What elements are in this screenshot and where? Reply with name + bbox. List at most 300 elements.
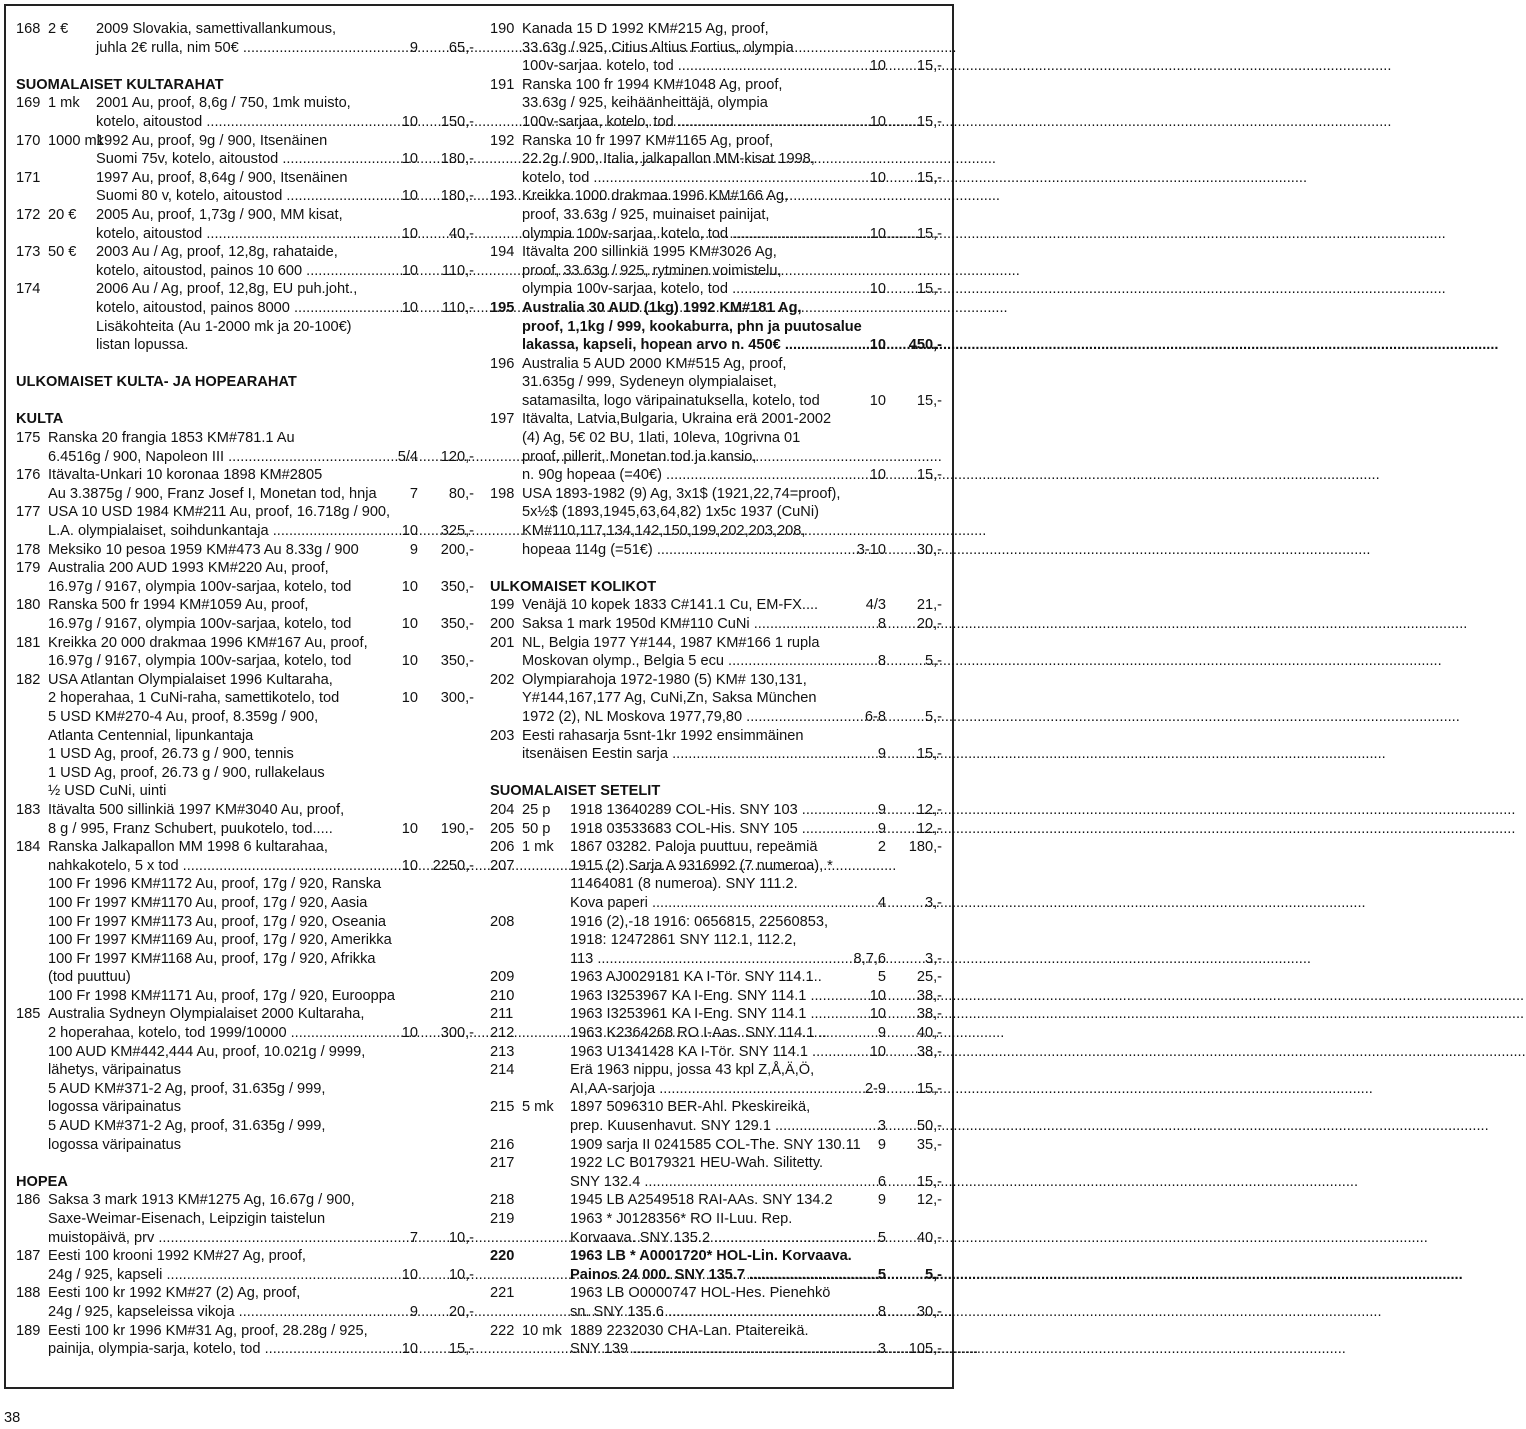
lot-number: 214 bbox=[490, 1062, 515, 1079]
condition-grade: 9 bbox=[409, 1303, 418, 1320]
lot-description: sn. SNY 135.6 ..... bbox=[570, 1303, 830, 1322]
lot-description: Saksa 3 mark 1913 KM#1275 Ag, 16.67g / 900, bbox=[48, 1192, 355, 1209]
lot-description: Kreikka 20 000 drakmaa 1996 KM#167 Au, proof, bbox=[48, 634, 368, 651]
lot-line bbox=[16, 1322, 474, 1341]
lot-description: 100 Fr 1997 KM#1169 Au, proof, 17g / 920, Amerikka bbox=[48, 932, 392, 949]
lot-description: Y#144,167,177 Ag, CuNi,Zn, Saksa München bbox=[522, 690, 817, 707]
condition-grade: 10 bbox=[401, 578, 418, 595]
lot-description: Itävalta 200 sillinkiä 1995 KM#3026 Ag, bbox=[522, 244, 777, 261]
lot-description: Ranska 20 frangia 1853 KM#781.1 Au bbox=[48, 430, 295, 447]
condition-grade: 10 bbox=[401, 523, 418, 540]
lot-line bbox=[16, 820, 474, 839]
lot-line bbox=[490, 1191, 942, 1210]
lot-number: 218 bbox=[490, 1192, 515, 1209]
lot-description: 1918: 12472861 SNY 112.1, 112.2, bbox=[570, 932, 797, 949]
lot-line bbox=[16, 1284, 474, 1303]
price: 2250,- bbox=[432, 857, 474, 874]
lot-description: 5 USD KM#270-4 Au, proof, 8.359g / 900, bbox=[48, 708, 319, 725]
price: 40,- bbox=[448, 225, 474, 242]
condition-grade: 9 bbox=[877, 820, 886, 837]
lot-description: SNY 139 ..... bbox=[570, 1340, 830, 1359]
lot-line bbox=[490, 1322, 942, 1341]
lot-description: 24g / 925, kapseleissa vikoja ..... bbox=[48, 1303, 372, 1322]
condition-grade: 10 bbox=[869, 987, 886, 1004]
lot-line bbox=[16, 764, 474, 783]
lot-line bbox=[490, 94, 942, 113]
lot-line bbox=[16, 1247, 474, 1266]
lot-line bbox=[16, 671, 474, 690]
price: 5,- bbox=[924, 653, 942, 670]
condition-grade: 10 bbox=[401, 653, 418, 670]
lot-number: 217 bbox=[490, 1155, 515, 1172]
price: 20,- bbox=[916, 616, 942, 632]
lot-description: KM#110,117,134,142,150,199,202,203,208, bbox=[522, 523, 806, 540]
lot-description: 1972 (2), NL Moskova 1977,79,80 ..... bbox=[522, 708, 830, 727]
lot-description: 1918 13640289 COL-His. SNY 103 ..... bbox=[570, 801, 830, 820]
lot-line bbox=[490, 1284, 942, 1303]
lot-line bbox=[16, 634, 474, 653]
lot-line bbox=[490, 485, 942, 504]
condition-grade: 10 bbox=[401, 1266, 418, 1283]
lot-line bbox=[490, 1080, 942, 1099]
lot-description: 2 hoperahaa, 1 CuNi-raha, samettikotelo, tod bbox=[48, 690, 340, 707]
price: 12,- bbox=[916, 801, 942, 818]
price: 3,- bbox=[924, 894, 942, 911]
price: 30,- bbox=[916, 541, 942, 558]
lot-number: 220 bbox=[490, 1248, 515, 1265]
denomination: 50 p bbox=[522, 820, 551, 837]
lot-line bbox=[16, 782, 474, 801]
lot-line bbox=[16, 708, 474, 727]
lot-description: juhla 2€ rulla, nim 50€ ..... bbox=[96, 39, 372, 58]
price: 10,- bbox=[448, 1229, 474, 1246]
denomination: 10 mk bbox=[522, 1322, 562, 1339]
lot-line bbox=[490, 448, 942, 467]
lot-number: 188 bbox=[16, 1285, 41, 1302]
lot-line bbox=[16, 20, 474, 39]
lot-number: 175 bbox=[16, 430, 41, 447]
lot-description: Olympiarahoja 1972-1980 (5) KM# 130,131, bbox=[522, 671, 807, 688]
condition-grade: 10 bbox=[869, 113, 886, 130]
lot-description: 16.97g / 9167, olympia 100v-sarjaa, kotelo, tod bbox=[48, 653, 352, 670]
lot-description: 1963 I3253967 KA I-Eng. SNY 114.1 ..... bbox=[570, 987, 830, 1006]
lot-line bbox=[490, 1340, 942, 1359]
lot-line bbox=[490, 39, 942, 58]
lot-description: olympia 100v-sarjaa, kotelo, tod ..... bbox=[522, 280, 830, 299]
lot-description: 100 AUD KM#442,444 Au, proof, 10.021g / 9999, bbox=[48, 1043, 366, 1060]
lot-description: Saxe-Weimar-Eisenach, Leipzigin taistelun bbox=[48, 1211, 326, 1227]
price: 15,- bbox=[916, 281, 942, 298]
lot-number: 199 bbox=[490, 597, 515, 614]
price: 105,- bbox=[908, 1341, 942, 1358]
lot-description: 5 AUD KM#371-2 Ag, proof, 31.635g / 999, bbox=[48, 1118, 326, 1135]
lot-description: Saksa 1 mark 1950d KM#110 CuNi ..... bbox=[522, 615, 830, 634]
lot-description: 100 Fr 1997 KM#1173 Au, proof, 17g / 920, Oseania bbox=[48, 913, 387, 930]
lot-line bbox=[490, 1136, 942, 1155]
lot-line bbox=[490, 76, 942, 95]
condition-grade: 10 bbox=[401, 820, 418, 837]
lot-line bbox=[490, 931, 942, 950]
lot-line bbox=[490, 745, 942, 764]
lot-line bbox=[490, 243, 942, 262]
condition-grade: 10 bbox=[401, 1341, 418, 1358]
price: 15,- bbox=[916, 392, 942, 409]
lot-description: 16.97g / 9167, olympia 100v-sarjaa, kotelo, tod bbox=[48, 616, 352, 632]
condition-grade: 10 bbox=[869, 281, 886, 298]
condition-grade: 9 bbox=[877, 1136, 886, 1153]
price: 15,- bbox=[916, 746, 942, 763]
lot-number: 172 bbox=[16, 206, 41, 223]
denomination: 50 € bbox=[48, 244, 77, 261]
lot-description: listan lopussa. bbox=[96, 337, 189, 354]
lot-number: 178 bbox=[16, 541, 41, 558]
lot-number: 182 bbox=[16, 671, 41, 688]
lot-number: 206 bbox=[490, 839, 515, 856]
condition-grade: 10 bbox=[869, 392, 886, 409]
lot-number: 168 bbox=[16, 21, 41, 37]
lot-description: 24g / 925, kapseli ..... bbox=[48, 1266, 372, 1285]
lot-line bbox=[16, 150, 474, 169]
condition-grade: 9 bbox=[409, 541, 418, 558]
price: 325,- bbox=[440, 523, 474, 540]
price: 5,- bbox=[924, 1266, 942, 1283]
lot-description: 33.63g / 925, keihäänheittäjä, olympia bbox=[522, 95, 768, 112]
lot-description: USA 1893-1982 (9) Ag, 3x1$ (1921,22,74=proof), bbox=[522, 485, 841, 502]
condition-grade: 2 bbox=[877, 839, 886, 856]
lot-line bbox=[490, 299, 942, 318]
lot-description: Ranska 500 fr 1994 KM#1059 Au, proof, bbox=[48, 597, 309, 614]
lot-number: 183 bbox=[16, 801, 41, 818]
lot-description: 1 USD Ag, proof, 26.73 g / 900, rullakelaus bbox=[48, 764, 325, 781]
lot-line bbox=[490, 355, 942, 374]
lot-line bbox=[16, 1024, 474, 1043]
lot-line bbox=[490, 1098, 942, 1117]
lot-description: 1963 AJ0029181 KA I-Tör. SNY 114.1.. bbox=[570, 969, 822, 986]
lot-number: 201 bbox=[490, 634, 515, 651]
section-heading: ULKOMAISET KULTA- JA HOPEARAHAT bbox=[16, 374, 297, 391]
lot-description: 1963 * J0128356* RO II-Luu. Rep. bbox=[570, 1211, 793, 1227]
lot-description: USA Atlantan Olympialaiset 1996 Kultaraha, bbox=[48, 671, 333, 688]
lot-number: 221 bbox=[490, 1285, 515, 1302]
lot-number: 184 bbox=[16, 839, 41, 856]
lot-description: painija, olympia-sarja, kotelo, tod ..... bbox=[48, 1340, 372, 1359]
lot-description: kotelo, aitoustod ..... bbox=[96, 225, 372, 244]
lot-description: 100 Fr 1996 KM#1172 Au, proof, 17g / 920, Ranska bbox=[48, 876, 382, 893]
lot-description: Eesti 100 kr 1996 KM#31 Ag, proof, 28.28g / 925, bbox=[48, 1322, 368, 1339]
lot-number: 202 bbox=[490, 671, 515, 688]
section-heading: SUOMALAISET KULTARAHAT bbox=[16, 76, 224, 93]
condition-grade: 2-9 bbox=[864, 1080, 886, 1097]
lot-description: 2005 Au, proof, 1,73g / 900, MM kisat, bbox=[96, 206, 343, 223]
lot-number: 212 bbox=[490, 1025, 515, 1042]
price: 110,- bbox=[441, 299, 474, 316]
lot-line bbox=[16, 727, 474, 746]
lot-line bbox=[490, 652, 942, 671]
spacer bbox=[16, 1154, 474, 1173]
lot-line bbox=[16, 857, 474, 876]
lot-line bbox=[490, 708, 942, 727]
condition-grade: 10 bbox=[401, 225, 418, 242]
lot-number: 197 bbox=[490, 411, 515, 428]
lot-line bbox=[490, 132, 942, 151]
lot-number: 222 bbox=[490, 1322, 515, 1339]
lot-description: proof, 33.63g / 925, rytminen voimistelu, bbox=[522, 262, 782, 279]
lot-description: 1997 Au, proof, 8,64g / 900, Itsenäinen bbox=[96, 169, 348, 186]
lot-number: 176 bbox=[16, 467, 41, 484]
lot-description: 31.635g / 999, Sydeneyn olympialaiset, bbox=[522, 374, 777, 391]
lot-description: Atlanta Centennial, lipunkantaja bbox=[48, 727, 254, 744]
lot-line bbox=[490, 187, 942, 206]
lot-description: Lisäkohteita (Au 1-2000 mk ja 20-100€) bbox=[96, 318, 352, 335]
lot-line bbox=[16, 1043, 474, 1062]
lot-line bbox=[16, 187, 474, 206]
right-column bbox=[490, 20, 942, 1359]
lot-description: AI,AA-sarjoja ..... bbox=[570, 1080, 830, 1099]
condition-grade: 10 bbox=[401, 113, 418, 130]
lot-number: 195 bbox=[490, 299, 515, 316]
lot-description: Erä 1963 nippu, jossa 43 kpl Z,Å,Ä,Ö, bbox=[570, 1062, 815, 1079]
lot-line bbox=[490, 1229, 942, 1248]
lot-description: 2009 Slovakia, samettivallankumous, bbox=[96, 21, 337, 37]
price: 300,- bbox=[440, 690, 474, 707]
lot-description: Ranska Jalkapallon MM 1998 6 kultarahaa, bbox=[48, 839, 328, 856]
lot-number: 205 bbox=[490, 820, 515, 837]
lot-line bbox=[16, 503, 474, 522]
condition-grade: 4 bbox=[877, 894, 886, 911]
left-column bbox=[16, 20, 474, 1359]
denomination: 20 € bbox=[48, 206, 77, 223]
lot-line bbox=[490, 913, 942, 932]
section-heading: KULTA bbox=[16, 411, 64, 428]
denomination: 1000 mk bbox=[48, 132, 104, 149]
price: 15,- bbox=[916, 169, 942, 186]
lot-description: 1897 5096310 BER-Ahl. Pkeskireikä, bbox=[570, 1099, 811, 1116]
condition-grade: 7 bbox=[409, 1229, 418, 1246]
lot-line bbox=[490, 410, 942, 429]
lot-description: 1963 LB * A0001720* HOL-Lin. Korvaava. bbox=[570, 1248, 852, 1265]
denomination: 1 mk bbox=[522, 839, 554, 856]
lot-line bbox=[490, 336, 942, 355]
price: 350,- bbox=[440, 578, 474, 595]
lot-description: Itävalta 500 sillinkiä 1997 KM#3040 Au, proof, bbox=[48, 801, 345, 818]
condition-grade: 9 bbox=[409, 39, 418, 56]
lot-line bbox=[490, 318, 942, 337]
condition-grade: 10 bbox=[401, 690, 418, 707]
lot-line bbox=[16, 262, 474, 281]
lot-line bbox=[16, 987, 474, 1006]
denomination: 2 € bbox=[48, 21, 69, 37]
lot-description: Kreikka 1000 drakmaa 1996 KM#166 Ag, bbox=[522, 188, 789, 205]
price: 15,- bbox=[916, 1173, 942, 1190]
lot-number: 209 bbox=[490, 969, 515, 986]
lot-line bbox=[490, 634, 942, 653]
lot-number: 180 bbox=[16, 597, 41, 614]
lot-line bbox=[16, 206, 474, 225]
lot-number: 170 bbox=[16, 132, 41, 149]
lot-line bbox=[490, 1024, 942, 1043]
lot-number: 213 bbox=[490, 1043, 515, 1060]
lot-number: 181 bbox=[16, 634, 41, 651]
price: 35,- bbox=[916, 1136, 942, 1153]
lot-description: 6.4516g / 900, Napoleon III ..... bbox=[48, 448, 372, 467]
price: 120,- bbox=[440, 448, 474, 465]
lot-line bbox=[16, 578, 474, 597]
price: 50,- bbox=[916, 1118, 942, 1135]
lot-description: Australia 30 AUD (1kg) 1992 KM#181 Ag, bbox=[522, 299, 802, 316]
price: 15,- bbox=[448, 1341, 474, 1358]
lot-description: 100 Fr 1997 KM#1170 Au, proof, 17g / 920, Aasia bbox=[48, 894, 368, 911]
lot-line bbox=[490, 1266, 942, 1285]
lot-line bbox=[16, 429, 474, 448]
lot-line bbox=[490, 392, 942, 411]
lot-description: Ranska 10 fr 1997 KM#1165 Ag, proof, bbox=[522, 132, 774, 149]
catalog-frame bbox=[4, 4, 954, 1389]
price: 15,- bbox=[916, 1080, 942, 1097]
lot-description: 5x½$ (1893,1945,63,64,82) 1x5c 1937 (CuNi) bbox=[522, 504, 819, 521]
lot-line bbox=[16, 894, 474, 913]
price: 450,- bbox=[908, 337, 942, 354]
lot-line bbox=[490, 875, 942, 894]
lot-line bbox=[16, 132, 474, 151]
lot-number: 186 bbox=[16, 1192, 41, 1209]
lot-description: proof, 1,1kg / 999, kookaburra, phn ja puutosalue bbox=[522, 318, 862, 335]
spacer bbox=[16, 355, 474, 374]
lot-line bbox=[16, 299, 474, 318]
lot-description: satamasilta, logo väripainatuksella, kotelo, tod bbox=[522, 392, 820, 409]
lot-line bbox=[16, 689, 474, 708]
condition-grade: 5 bbox=[877, 969, 886, 986]
lot-line bbox=[490, 987, 942, 1006]
condition-grade: 3-10 bbox=[856, 541, 886, 558]
condition-grade: 5/4 bbox=[397, 448, 418, 465]
condition-grade: 5 bbox=[877, 1266, 886, 1283]
price: 150,- bbox=[440, 113, 474, 130]
lot-line bbox=[16, 1340, 474, 1359]
lot-number: 219 bbox=[490, 1211, 515, 1227]
lot-line bbox=[16, 225, 474, 244]
lot-description: 33.63g / 925, Citius Altius Fortius, olympia bbox=[522, 39, 794, 56]
lot-line bbox=[16, 466, 474, 485]
lot-line bbox=[490, 429, 942, 448]
lot-line bbox=[16, 838, 474, 857]
lot-number: 187 bbox=[16, 1248, 41, 1265]
condition-grade: 10 bbox=[401, 262, 418, 279]
price: 80,- bbox=[448, 485, 474, 502]
lot-description: Au 3.3875g / 900, Franz Josef I, Monetan tod, hnja bbox=[48, 485, 377, 502]
condition-grade: 10 bbox=[401, 188, 418, 205]
lot-description: n. 90g hopeaa (=40€) ..... bbox=[522, 466, 830, 485]
lot-description: Venäjä 10 kopek 1833 C#141.1 Cu, EM-FX.... bbox=[522, 597, 819, 614]
condition-grade: 10 bbox=[869, 467, 886, 484]
lot-description: 100v-sarjaa, kotelo, tod ..... bbox=[522, 113, 830, 132]
lot-line bbox=[16, 1210, 474, 1229]
lot-number: 211 bbox=[490, 1006, 514, 1023]
lot-description: (tod puuttuu) bbox=[48, 969, 131, 986]
condition-grade: 9 bbox=[877, 1025, 886, 1042]
lot-description: Moskovan olymp., Belgia 5 ecu ..... bbox=[522, 652, 830, 671]
lot-number: 204 bbox=[490, 801, 515, 818]
lot-line bbox=[490, 262, 942, 281]
lot-description: Ranska 100 fr 1994 KM#1048 Ag, proof, bbox=[522, 76, 783, 93]
lot-description: 1963 K2364268 RO I-Aas. SNY 114.1 .. bbox=[570, 1025, 827, 1042]
lot-description: kotelo, tod ..... bbox=[522, 169, 830, 188]
price: 21,- bbox=[916, 597, 942, 614]
lot-line bbox=[16, 1098, 474, 1117]
lot-line bbox=[490, 596, 942, 615]
lot-line bbox=[490, 801, 942, 820]
lot-description: ½ USD CuNi, uinti bbox=[48, 783, 167, 800]
lot-description: proof, pillerit, Monetan tod ja kansio, bbox=[522, 448, 757, 465]
lot-description: Suomi 75v, kotelo, aitoustod ..... bbox=[96, 150, 372, 169]
price: 12,- bbox=[916, 820, 942, 837]
lot-description: (4) Ag, 5€ 02 BU, 1lati, 10leva, 10grivna 01 bbox=[522, 430, 801, 447]
price: 15,- bbox=[916, 113, 942, 130]
lot-number: 194 bbox=[490, 244, 515, 261]
price: 10,- bbox=[448, 1266, 474, 1283]
lot-number: 207 bbox=[490, 857, 515, 874]
page-number: 38 bbox=[4, 1410, 21, 1426]
spacer bbox=[16, 392, 474, 411]
lot-description: lähetys, väripainatus bbox=[48, 1062, 182, 1079]
lot-line bbox=[490, 857, 942, 876]
lot-number: 192 bbox=[490, 132, 515, 149]
lot-line bbox=[16, 280, 474, 299]
lot-line bbox=[16, 931, 474, 950]
lot-line bbox=[16, 1229, 474, 1248]
lot-description: 2001 Au, proof, 8,6g / 750, 1mk muisto, bbox=[96, 95, 351, 112]
lot-description: 1916 (2),-18 1916: 0656815, 22560853, bbox=[570, 913, 829, 930]
lot-line bbox=[16, 745, 474, 764]
lot-line bbox=[490, 541, 942, 560]
lot-description: nahkakotelo, 5 x tod ..... bbox=[48, 857, 372, 876]
lot-line bbox=[16, 1136, 474, 1155]
lot-description: 1 USD Ag, proof, 26.73 g / 900, tennis bbox=[48, 746, 294, 763]
condition-grade: 10 bbox=[869, 225, 886, 242]
lot-number: 210 bbox=[490, 987, 515, 1004]
condition-grade: 9 bbox=[877, 1192, 886, 1209]
lot-line bbox=[16, 541, 474, 560]
lot-line bbox=[490, 820, 942, 839]
lot-line bbox=[490, 1210, 942, 1229]
lot-line bbox=[16, 448, 474, 467]
price: 30,- bbox=[916, 1303, 942, 1320]
condition-grade: 4/3 bbox=[865, 597, 886, 614]
lot-line bbox=[490, 894, 942, 913]
lot-description: 1922 LC B0179321 HEU-Wah. Silitetty. bbox=[570, 1155, 824, 1172]
lot-number: 179 bbox=[16, 560, 41, 577]
price: 5,- bbox=[924, 708, 942, 725]
condition-grade: 10 bbox=[401, 616, 418, 632]
lot-number: 190 bbox=[490, 21, 515, 37]
lot-line bbox=[490, 1061, 942, 1080]
lot-number: 215 bbox=[490, 1099, 515, 1116]
price: 180,- bbox=[908, 839, 942, 856]
lot-description: logossa väripainatus bbox=[48, 1136, 182, 1153]
spacer bbox=[490, 764, 942, 783]
lot-line bbox=[16, 615, 474, 634]
lot-description: Suomi 80 v, kotelo, aitoustod ..... bbox=[96, 187, 372, 206]
lot-line bbox=[490, 150, 942, 169]
lot-description: 11464081 (8 numeroa). SNY 111.2. bbox=[570, 876, 798, 893]
lot-description: Painos 24 000. SNY 135.7 ..... bbox=[570, 1266, 830, 1285]
lot-line bbox=[490, 689, 942, 708]
price: 12,- bbox=[916, 1192, 942, 1209]
lot-description: Itävalta, Latvia,Bulgaria, Ukraina erä 2001-2002 bbox=[522, 411, 832, 428]
lot-description: 1945 LB A2549518 RAI-AAs. SNY 134.2 bbox=[570, 1192, 833, 1209]
price: 200,- bbox=[440, 541, 474, 558]
lot-description: 1963 U1341428 KA I-Tör. SNY 114.1 ..... bbox=[570, 1043, 830, 1062]
lot-line bbox=[16, 801, 474, 820]
